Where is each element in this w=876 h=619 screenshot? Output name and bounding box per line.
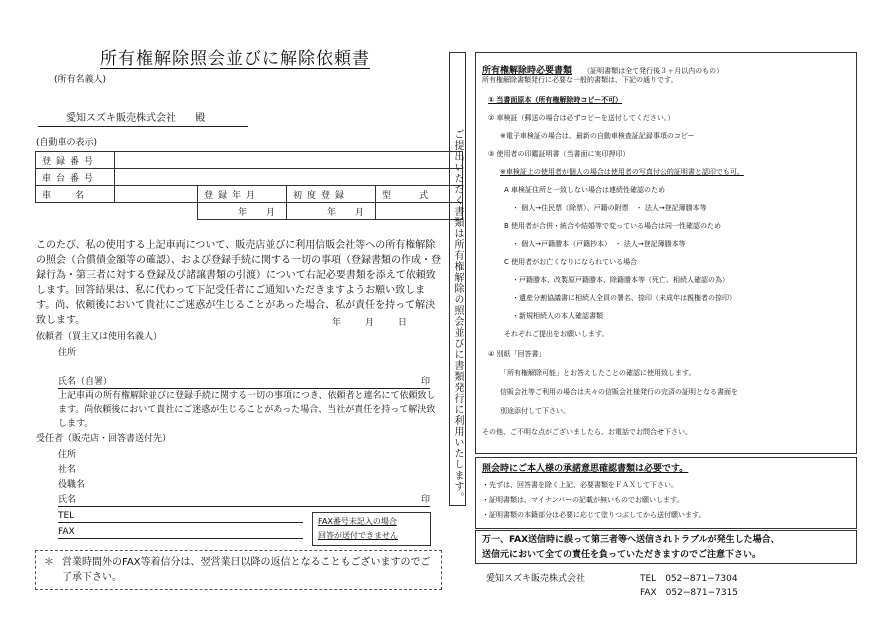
addressee-name: 愛知スズキ販売株式会社	[66, 113, 176, 124]
recipient-label: 受任者（販売店・回答書送付先）	[36, 434, 172, 444]
date-line: 年 月 日	[332, 318, 410, 328]
item-1: ① 当書面原本（所有権解除時コピー不可）	[488, 96, 623, 104]
liability-line-2: 送信元において全ての責任を負っていただきますのでご注意下さい。	[482, 550, 762, 560]
requester-label: 依頼者（買主又は使用名義人）	[36, 332, 163, 342]
consent-line-3: ・証明書類の本籍部分は必要に応じて塗りつぶしてから送付願います。	[482, 511, 706, 519]
company-name: 愛知スズキ販売株式会社	[486, 574, 586, 584]
requester-name-label: 氏名（自署）	[58, 377, 113, 387]
item-3: ③ 使用者の印鑑証明書（当書面に実印押印）	[488, 150, 630, 158]
fax-label: FAX	[58, 527, 75, 537]
owner-label: (所有名義人)	[54, 75, 107, 85]
case-a-body: ・ 個人→住民票（除票）、戸籍の附票 ・ 法人→登記簿謄本等	[512, 204, 707, 212]
chassis-no-label: 車台番号	[36, 169, 115, 186]
reg-date-label: 登録年月	[198, 186, 287, 203]
tel-label: TEL	[58, 511, 75, 521]
first-reg-ym: 年 月	[287, 203, 376, 220]
fax-warning-box	[312, 512, 431, 546]
closing-text: その他、ご不明な点がございましたら、お電話でお問合せ下さい。	[482, 428, 692, 436]
consent-title: 照会時にご本人様の承諾意思確認書類は必要です。	[482, 464, 689, 474]
first-reg-label: 初度登録	[287, 186, 376, 203]
recipient-address-label: 住所	[58, 450, 77, 460]
delegate-text: 上記車両の所有権解除並びに登録手続に関する一切の事項につき、依頼者と連名にて依頼致します。尚依頼後において貴社にご迷惑が生じることがあった場合、当社が責任を持って解決致します。	[58, 391, 436, 429]
required-docs-note: （証明書類は全て発行後３ヶ月以内のもの）	[583, 67, 724, 75]
item-4: ④ 別紙「回答書」	[488, 350, 546, 358]
recipient-name-line[interactable]	[58, 493, 430, 507]
item-4-a: 「所有権解除可能」とお答えしたことの確認に使用致します。	[500, 369, 696, 377]
fax-warning-1: FAX番号未記入の場合	[318, 517, 397, 526]
vehicle-label: (自動車の表示)	[36, 138, 98, 148]
recipient-title-label: 役職名	[58, 480, 86, 490]
usage-notice-text: ご提出いただく書類は所有権解除の照会並びに書類発行に利用いたします。	[452, 129, 463, 503]
item-2: ② 車検証（郵送の場合は必ずコピーを送付してください。）	[488, 114, 675, 122]
recipient-name-label: 氏名	[58, 495, 77, 505]
case-c-body-1: ・戸籍謄本、改製原戸籍謄本、除籍謄本等（死亡、相続人確認の為）	[512, 276, 729, 284]
case-a-head: A 車検証住所と一致しない場合は連続性確認のため	[504, 186, 666, 194]
fax-line[interactable]	[58, 525, 303, 539]
consent-box	[475, 457, 857, 529]
addressee-line	[38, 111, 248, 127]
requester-name-line[interactable]	[58, 375, 430, 389]
tel-line[interactable]	[58, 509, 303, 523]
liability-line-1: 万一、FAX送信時に誤って第三者等へ送信されトラブルが発生した場合、	[482, 535, 780, 545]
case-c-body-3: ・新規相続人の本人確認書類	[512, 312, 603, 320]
fax-warning-2: 回答が送付できません	[318, 531, 398, 540]
item-4-c: 別途添付して下さい。	[500, 407, 570, 415]
case-b-body: ・ 個人→戸籍謄本（戸籍抄本） ・ 法人→登記簿謄本等	[512, 240, 686, 248]
reg-date-ym: 年 月	[198, 203, 287, 220]
item-3-note: ※車検証上の使用者が個人の場合は使用者の写真付公的証明書と認印でも可。	[500, 168, 744, 176]
case-c-head: C 使用者がお亡くなりになられている場合	[504, 258, 638, 266]
case-c-tail: それぞれご提出をお願いします。	[504, 330, 609, 338]
chassis-no-field[interactable]	[115, 169, 463, 186]
requester-seal: 印	[420, 377, 430, 387]
company-fax: FAX 052−871−7315	[640, 588, 739, 598]
reg-no-field[interactable]	[115, 152, 463, 169]
document-title: 所有権解除照会並びに解除依頼書	[100, 49, 370, 69]
hours-note-box	[35, 550, 442, 590]
required-docs-heading: 所有権解除時必要書類	[482, 66, 573, 76]
requester-address-label: 住所	[58, 348, 77, 358]
car-name-label: 車名	[36, 186, 115, 203]
reg-no-label: 登録番号	[36, 152, 115, 169]
fax-liability-box	[475, 530, 857, 564]
addressee-honorific: 殿	[195, 113, 206, 124]
request-paragraph: このたび、私の使用する上記車両について、販売店並びに利用信販会社等への所有権解除の照会（合償債金額等の確認）、および登録手続に関する一切の事項（登録書類の作成・登録行為・第三者に対する登録及び諸譲書類の引渡）について右記必要書類を添えて依頼致します。回答結果は、私に代わって下記受任者にご通知いただきますようお願い致します。尚、依頼後において貴社にご迷惑が生じることがあった場合、私が責任を持って解決致します。	[36, 240, 441, 326]
case-c-body-2: ・遺産分割協議書に相続人全員の署名、捺印（未成年は親権者の捺印）	[512, 294, 736, 302]
car-name-field[interactable]	[115, 186, 198, 203]
consent-line-2: ・証明書類は、マイナンバーの記載が無いものでお願いします。	[482, 496, 684, 504]
usage-notice-strip	[449, 52, 466, 506]
company-tel: TEL 052−871−7304	[640, 574, 738, 584]
recipient-company-label: 社名	[58, 465, 77, 475]
item-2-note: ※電子車検証の場合は、最新の自動車検査証記録事項のコピー	[500, 132, 695, 140]
case-b-head: B 使用者が合併・統合や結婚等で変っている場合は同一性確認のため	[504, 222, 722, 230]
recipient-seal: 印	[420, 495, 430, 505]
vehicle-table	[35, 151, 463, 220]
consent-line-1: ・先ずは、回答書を除く上記、必要書類をＦＡＸして下さい。	[482, 481, 678, 489]
item-4-b: 信販会社等ご利用の場合は夫々の信販会社様発行の完済の証明となる書面を	[500, 388, 738, 396]
note-mark: ＊	[44, 557, 54, 568]
model-label: 型式	[376, 186, 463, 203]
hours-note: 営業時間外のFAX等着信分は、翌営業日以降の返信となることもございますのでご了承下さい。	[62, 557, 431, 583]
intro-text: 所有権解除書類発行に必要な一般的書類は、下記の通りです。	[482, 76, 678, 84]
required-docs-box	[475, 52, 857, 454]
